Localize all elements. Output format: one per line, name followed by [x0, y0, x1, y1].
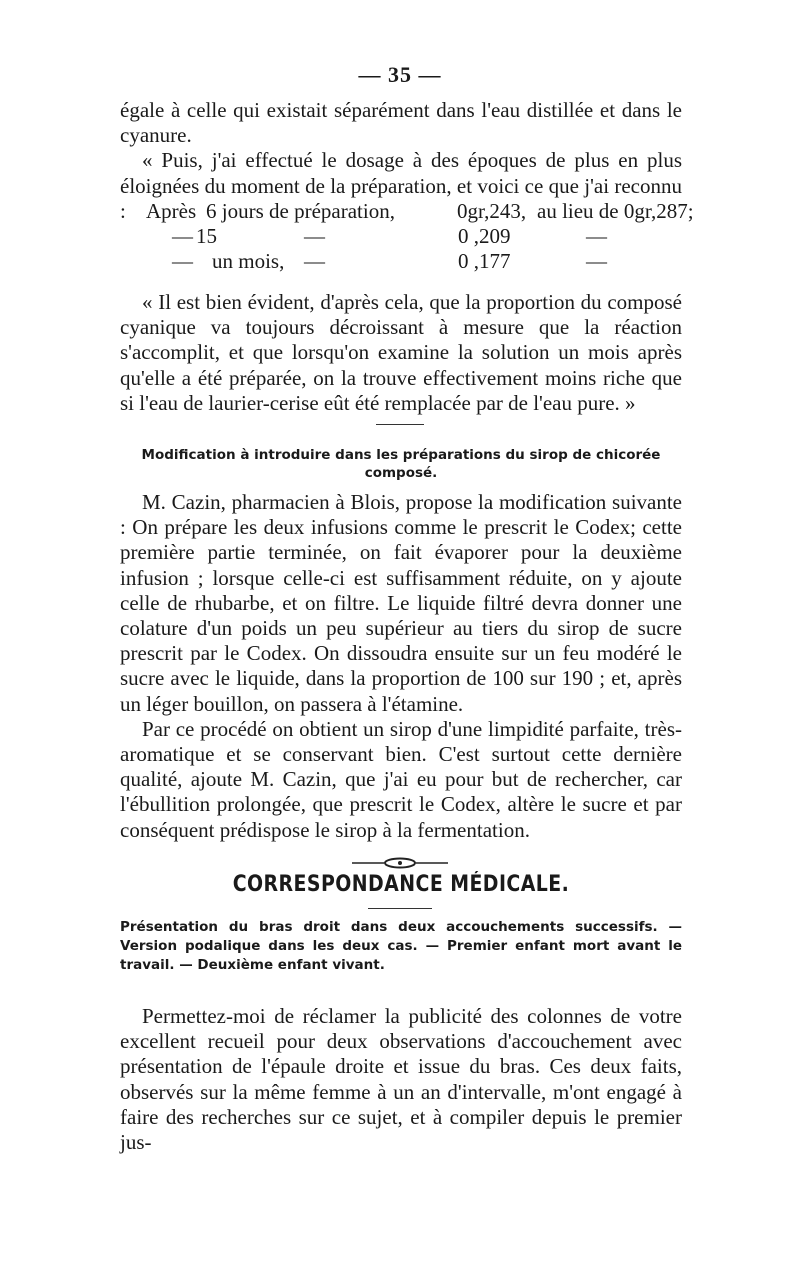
text-block-cazin [120, 490, 682, 843]
paragraph-letter: Permettez-moi de réclamer la publicité des colonnes de votre excellent recueil pour deux observations d'accouchement avec présentation de l'épaule droite et issue du bras. Ces deux faits, observés sur la même femme à un an d'intervalle, m'ont engagé à faire des recherches sur ce sujet, et à compiler depuis le premier jus- [120, 1004, 682, 1155]
dosage-table [120, 199, 694, 279]
row-value: 0 ,177 [458, 249, 511, 273]
row-value: 0 ,209 [458, 224, 511, 248]
section-heading: Modification à introduire dans les préparations du sirop de chicorée composé. [141, 447, 661, 481]
section-title: CORRESPONDANCE MÉDICALE. [232, 872, 570, 897]
row-label: — [172, 249, 193, 273]
row-period: 6 jours de préparation, [206, 199, 395, 223]
section-heading-sirop [120, 446, 682, 482]
text-block-cyanique [120, 290, 682, 416]
table-row [120, 199, 694, 224]
row-dash: — [304, 249, 325, 273]
row-note: au lieu de 0gr,287; [537, 199, 694, 223]
row-period: un mois, [212, 249, 285, 273]
table-row [120, 224, 682, 249]
row-ditto: — [586, 249, 607, 273]
table-row [120, 249, 682, 274]
section-correspondance [120, 872, 682, 897]
paragraph-cazin-result: Par ce procédé on obtient un sirop d'une limpidité parfaite, très-aromatique et se conservant bien. C'est surtout cette dernière qualité, ajoute M. Cazin, que j'ai eu pour but de rechercher, car l'ébullition prolongée, que prescrit le Codex, altère le sucre et par conséquent prédispose le sirop à la fermentation. [120, 716, 682, 842]
row-dash: — [304, 224, 325, 248]
row-period: 15 [196, 224, 217, 248]
paragraph-cazin-method: M. Cazin, pharmacien à Blois, propose la modification suivante : On prépare les deux infusions comme le prescrit le Codex; cette première partie terminée, on fait évaporer pour la deuxième infusion ; lorsque celle-ci est suffisamment réduite, on y ajoute celle de rhubarbe, et on filtre. Le liquide filtré devra donner une colature d'un poids un peu supérieur au tiers du sirop de sucre prescrit par le Codex. On dissoudra ensuite sur un feu modéré le sucre avec le liquide, dans la proportion de 100 sur 190 ; et, après un léger bouillon, on passera à l'étamine. [120, 490, 682, 716]
paragraph-dosage: « Puis, j'ai effectué le dosage à des époques de plus en plus éloignées du moment de la préparation, et voici ce que j'ai reconnu : [120, 148, 682, 223]
title-rule [368, 908, 432, 909]
paragraph-conclusion: « Il est bien évident, d'après cela, que la proportion du composé cyanique va toujours décroissant à mesure que la réaction s'accomplit, et que lorsqu'on examine la solution un mois après qu'elle a été préparée, on la trouve effectivement moins riche que si l'eau de laurier-cerise eût été remplacée par de l'eau pure. » [120, 290, 682, 415]
row-value: 0gr,243, [457, 199, 527, 223]
row-label: — [172, 224, 193, 248]
short-rule [376, 424, 424, 425]
page-number: — 35 — [358, 62, 442, 87]
section-subtitle-block [120, 918, 682, 975]
text-block-letter [120, 1004, 682, 1155]
row-ditto: — [586, 224, 607, 248]
paragraph-cyanure: égale à celle qui existait séparément dans l'eau distillée et dans le cyanure. [120, 98, 682, 148]
ornament-divider-icon [352, 856, 448, 870]
row-label: Après [146, 199, 197, 223]
section-subtitle: Présentation du bras droit dans deux accouchements successifs. — Version podalique dans les deux cas. — Premier enfant mort avant le travail. — Deuxième enfant vivant. [120, 919, 682, 973]
